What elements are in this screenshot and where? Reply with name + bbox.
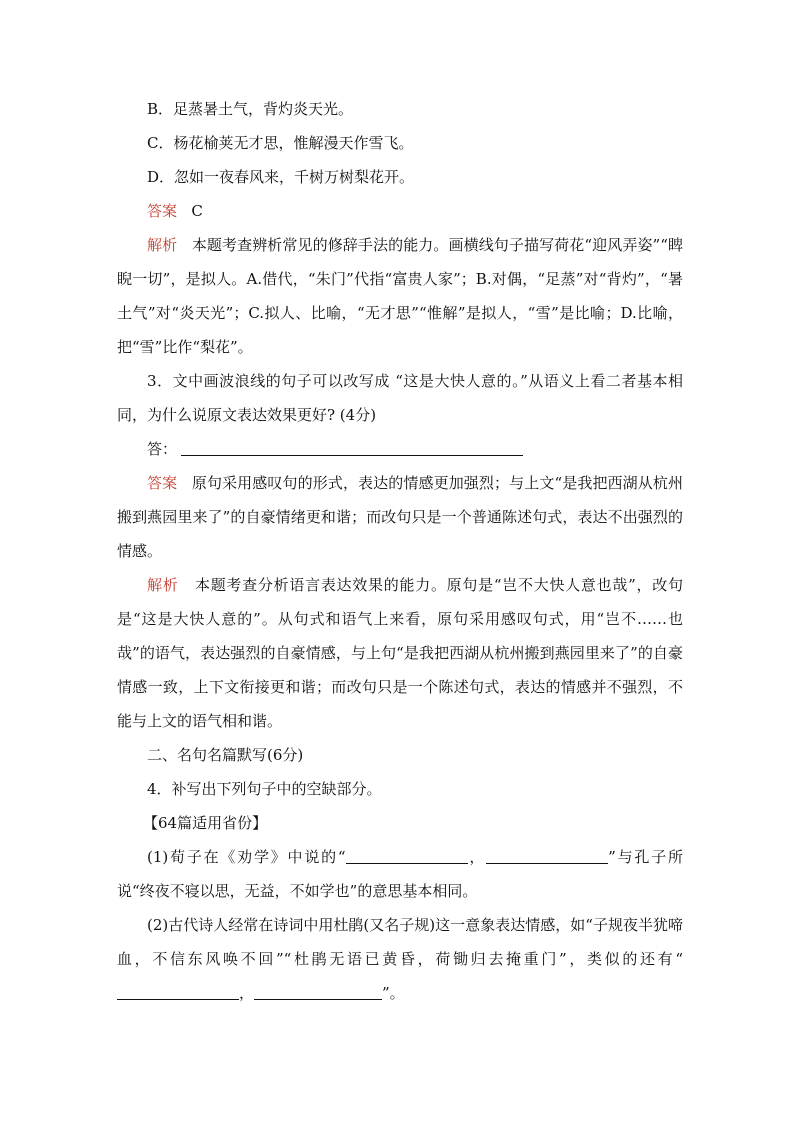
item1-text-b: ”与孔子所说“终夜不寝以思，无益，不如学也”的意思基本相同。: [117, 848, 683, 900]
fill-blank-2[interactable]: [486, 848, 608, 864]
fill-item-2: [117, 908, 683, 1010]
answer-value: C: [191, 202, 203, 220]
fill-blank-4[interactable]: [254, 984, 382, 1000]
q4-question: 4．补写出下列句子中的空缺部分。: [147, 780, 382, 798]
answer-label: 答案: [147, 202, 178, 220]
item2-text-a: (2)古代诗人经常在诗词中用杜鹃(又名子规)这一意象表达情感，如“子规夜半犹啼血，不信东风唤不回”“杜鹃无语已黄昏，荷锄归去掩重门”，类似的还有“: [117, 916, 683, 968]
analysis-text: 本题考查辨析常见的修辞手法的能力。画横线句子描写荷花“迎风弄姿”“睥睨一切”，是拟人。A.借代，“朱门”代指“富贵人家”；B.对偶，“足蒸”对“背灼”，“暑土气”对“炎天光”；C.拟人、比喻，“无才思”“惟解”是拟人，“雪”是比喻；D.比喻，把“雪”比作“梨花”。: [117, 236, 683, 356]
section-heading: 二、名句名篇默写(6分): [147, 746, 304, 764]
q3-answer: [117, 466, 683, 568]
analysis-label: 解析: [147, 576, 179, 594]
q3-answer-line: [117, 432, 683, 466]
document-content: [117, 92, 683, 1010]
analysis-text: 本题考查分析语言表达效果的能力。原句是“岂不大快人意也哉”，改句是“这是大快人意的”。从句式和语气上来看，原句采用感叹句式，用“岂不……也哉”的语气，表达强烈的自豪情感，与上句“是我把西湖从杭州搬到燕园里来了”的自豪情感一致，上下文衔接更和谐；而改句只是一个陈述句式，表达的情感并不强烈，不能与上文的语气相和谐。: [117, 576, 683, 730]
region-tag: 【64篇适用省份】: [143, 814, 268, 832]
fill-blank-3[interactable]: [117, 984, 239, 1000]
item1-text-a: (1)荀子在《劝学》中说的“: [147, 848, 346, 866]
q2-answer: [117, 194, 683, 228]
answer-text: 原句采用感叹句的形式，表达的情感更加强烈；与上文“是我把西湖从杭州搬到燕园里来了”的自豪情绪更和谐；而改句只是一个普通陈述句式，表达不出强烈的情感。: [117, 474, 683, 560]
fill-item-1: [117, 840, 683, 908]
answer-prompt: 答：: [147, 440, 178, 458]
item1-sep: ，: [467, 848, 487, 866]
item2-text-b: ”。: [382, 984, 405, 1002]
answer-label: 答案: [147, 474, 178, 492]
item2-sep: ，: [239, 984, 255, 1002]
q2-analysis: [117, 228, 683, 364]
q3-question: 3．文中画波浪线的句子可以改写成 “这是大快人意的。”从语义上看二者基本相同，为什么说原文表达效果更好? (4分): [117, 372, 683, 424]
answer-blank[interactable]: [181, 440, 523, 456]
option-c: C．杨花榆荚无才思，惟解漫天作雪飞。: [147, 134, 414, 152]
option-b: B．足蒸暑土气，背灼炎天光。: [147, 100, 354, 118]
q3-analysis: [117, 568, 683, 738]
option-d: D．忽如一夜春风来，千树万树梨花开。: [147, 168, 415, 186]
fill-blank-1[interactable]: [346, 848, 468, 864]
analysis-label: 解析: [147, 236, 178, 254]
